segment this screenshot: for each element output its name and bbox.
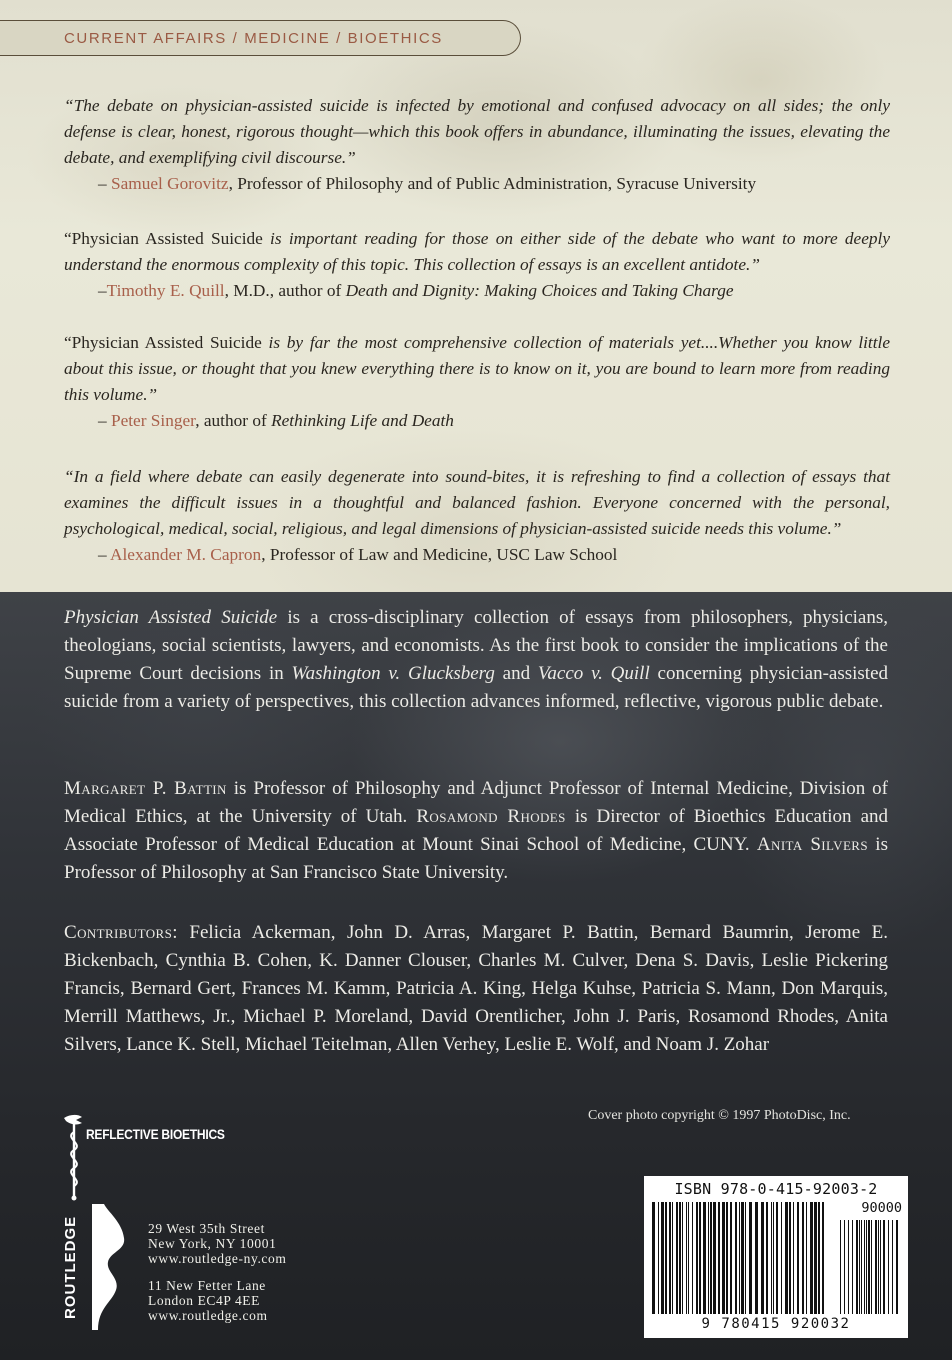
series-name: REFLECTIVE BIOETHICS bbox=[86, 1126, 225, 1142]
contributors-list bbox=[64, 919, 888, 1059]
endorser-name: Samuel Gorovitz bbox=[110, 174, 229, 193]
quote-text: “The debate on physician-assisted suicide is infected by emotional and confused advocacy on all sides; the only defense is clear, honest, rigorous thought—which this book offers in abundance, illuminating the issues, elevating the debate, and exemplifying civil discourse.” bbox=[64, 96, 890, 167]
description-text: concerning physician-assisted suicide from a variety of perspectives, this collection advances informed, reflective, vigorous public debate. bbox=[64, 663, 889, 712]
address-website: www.routledge-ny.com bbox=[148, 1251, 287, 1266]
quote-open: “ bbox=[64, 333, 72, 352]
editor-name: Anita Silvers bbox=[756, 834, 869, 855]
isbn-number: ISBN 978-0-415-92003-2 bbox=[674, 1180, 878, 1198]
endorser-name: Timothy E. Quill bbox=[106, 281, 225, 300]
endorser-title: , Professor of Law and Medicine, USC Law School bbox=[261, 545, 618, 564]
address-line: London EC4P 4EE bbox=[148, 1293, 260, 1308]
endorsement-quote bbox=[64, 464, 890, 568]
endorser-book: Rethinking Life and Death bbox=[271, 411, 454, 430]
case-name: Vacco v. Quill bbox=[537, 663, 650, 684]
endorser-book: Death and Dignity: Making Choices and Taking Charge bbox=[345, 281, 734, 300]
description-panel bbox=[0, 592, 952, 1360]
book-description bbox=[64, 604, 888, 716]
case-name: Washington v. Glucksberg bbox=[291, 663, 495, 684]
endorser-name: Peter Singer bbox=[110, 411, 196, 430]
description-text: and bbox=[494, 663, 538, 684]
routledge-head-icon bbox=[86, 1204, 132, 1330]
publisher-name: ROUTLEDGE bbox=[62, 1215, 79, 1319]
quote-book-title: Physician Assisted Suicide bbox=[71, 333, 262, 352]
editor-bio-text: is Professor of Philosophy at San Francisco State University. bbox=[64, 834, 888, 883]
price-code: 90000 bbox=[861, 1200, 902, 1216]
endorsement-quote bbox=[64, 330, 890, 434]
series-logo bbox=[60, 1112, 225, 1212]
endorsement-quote bbox=[64, 93, 890, 197]
quote-open: “ bbox=[64, 229, 72, 248]
attr-dash: – bbox=[98, 411, 111, 430]
endorser-title: , author of bbox=[195, 411, 272, 430]
contributors-names: Felicia Ackerman, John D. Arras, Margaret P. Battin, Bernard Baumrin, Jerome E. Bickenbach, Cynthia B. Cohen, K. Danner Clouser, Charles M. Culver, Dena S. Davis, Leslie Pickering Francis, Bernard Gert, Frances M. Kamm, Patricia A. King, Helga Kuhse, Patricia S. Mann, Don Marquis, Merrill Matthews, Jr., Michael P. Moreland, David Orentlicher, John J. Paris, Rosamond Rhodes, Anita Silvers, Lance K. Stell, Michael Teitelman, Allen Verhey, Leslie E. Wolf, and Noam J. Zohar bbox=[64, 922, 888, 1055]
quote-body: is by far the most comprehensive collection of materials yet....Whether you know little about this issue, or thought that you knew everything there is to know on it, you are bound to learn more from reading this volume.” bbox=[64, 333, 891, 404]
address-line: New York, NY 10001 bbox=[148, 1236, 277, 1251]
contributors-label: Contributors: bbox=[64, 922, 178, 943]
quote-body: is important reading for those on either side of the debate who want to more deeply understand the enormous complexity of this topic. This collection of essays is an excellent antidote.” bbox=[64, 229, 890, 274]
book-title: Physician Assisted Suicide bbox=[64, 607, 278, 628]
quote-text bbox=[64, 330, 890, 408]
ean-number: 9 780415 920032 bbox=[701, 1316, 851, 1332]
quote-attribution bbox=[98, 542, 890, 568]
endorser-title: , Professor of Philosophy and of Public Administration, Syracuse University bbox=[228, 174, 757, 193]
photo-credit: Cover photo copyright © 1997 PhotoDisc, Inc. bbox=[588, 1108, 851, 1123]
quote-attribution bbox=[98, 278, 890, 304]
isbn-barcode bbox=[644, 1176, 908, 1338]
barcode-bars bbox=[652, 1202, 900, 1316]
category-label: CURRENT AFFAIRS / MEDICINE / BIOETHICS bbox=[64, 29, 443, 47]
address-website: www.routledge.com bbox=[148, 1308, 268, 1323]
quote-attribution bbox=[98, 408, 890, 434]
endorser-name: Alexander M. Capron bbox=[110, 545, 262, 564]
attr-dash: – bbox=[98, 545, 111, 564]
editor-bio-text: is Director of Bioethics Education and Associate Professor of Medical Education at Mount Sinai School of Medicine, CUNY. bbox=[64, 806, 888, 855]
quote-text: “In a field where debate can easily degenerate into sound-bites, it is refreshing to find a collection of essays that examines the difficult issues in a thoughtful and balanced fashion. Everyone concerned with the personal, psychological, medical, social, religious, and legal dimensions of physician-assisted suicide needs this volume.” bbox=[64, 467, 890, 538]
endorsements-panel bbox=[0, 0, 952, 592]
quote-text bbox=[64, 226, 890, 278]
attr-dash: – bbox=[98, 174, 111, 193]
editors-bio bbox=[64, 775, 888, 887]
editor-name: Margaret P. Battin bbox=[64, 778, 227, 799]
address-new-york bbox=[148, 1221, 286, 1266]
publisher-logo bbox=[58, 1204, 134, 1330]
address-london bbox=[148, 1278, 268, 1323]
address-line: 29 West 35th Street bbox=[148, 1221, 265, 1236]
description-text: is a cross-disciplinary collection of essays from philosophers, physicians, theologians, social scientists, lawyers, and economists. As the first book to consider the implications of the Supreme Court decisions in bbox=[64, 607, 888, 684]
quote-book-title: Physician Assisted Suicide bbox=[71, 229, 263, 248]
editor-bio-text: is Professor of Philosophy and Adjunct Professor of Internal Medicine, Division of Medical Ethics, at the University of Utah. bbox=[64, 778, 888, 827]
endorsement-quote bbox=[64, 226, 890, 304]
quote-attribution bbox=[98, 171, 890, 197]
attr-dash: – bbox=[98, 281, 107, 300]
endorser-title: , M.D., author of bbox=[224, 281, 346, 300]
editor-name: Rosamond Rhodes bbox=[416, 806, 566, 827]
category-banner bbox=[0, 20, 521, 56]
address-line: 11 New Fetter Lane bbox=[148, 1278, 266, 1293]
